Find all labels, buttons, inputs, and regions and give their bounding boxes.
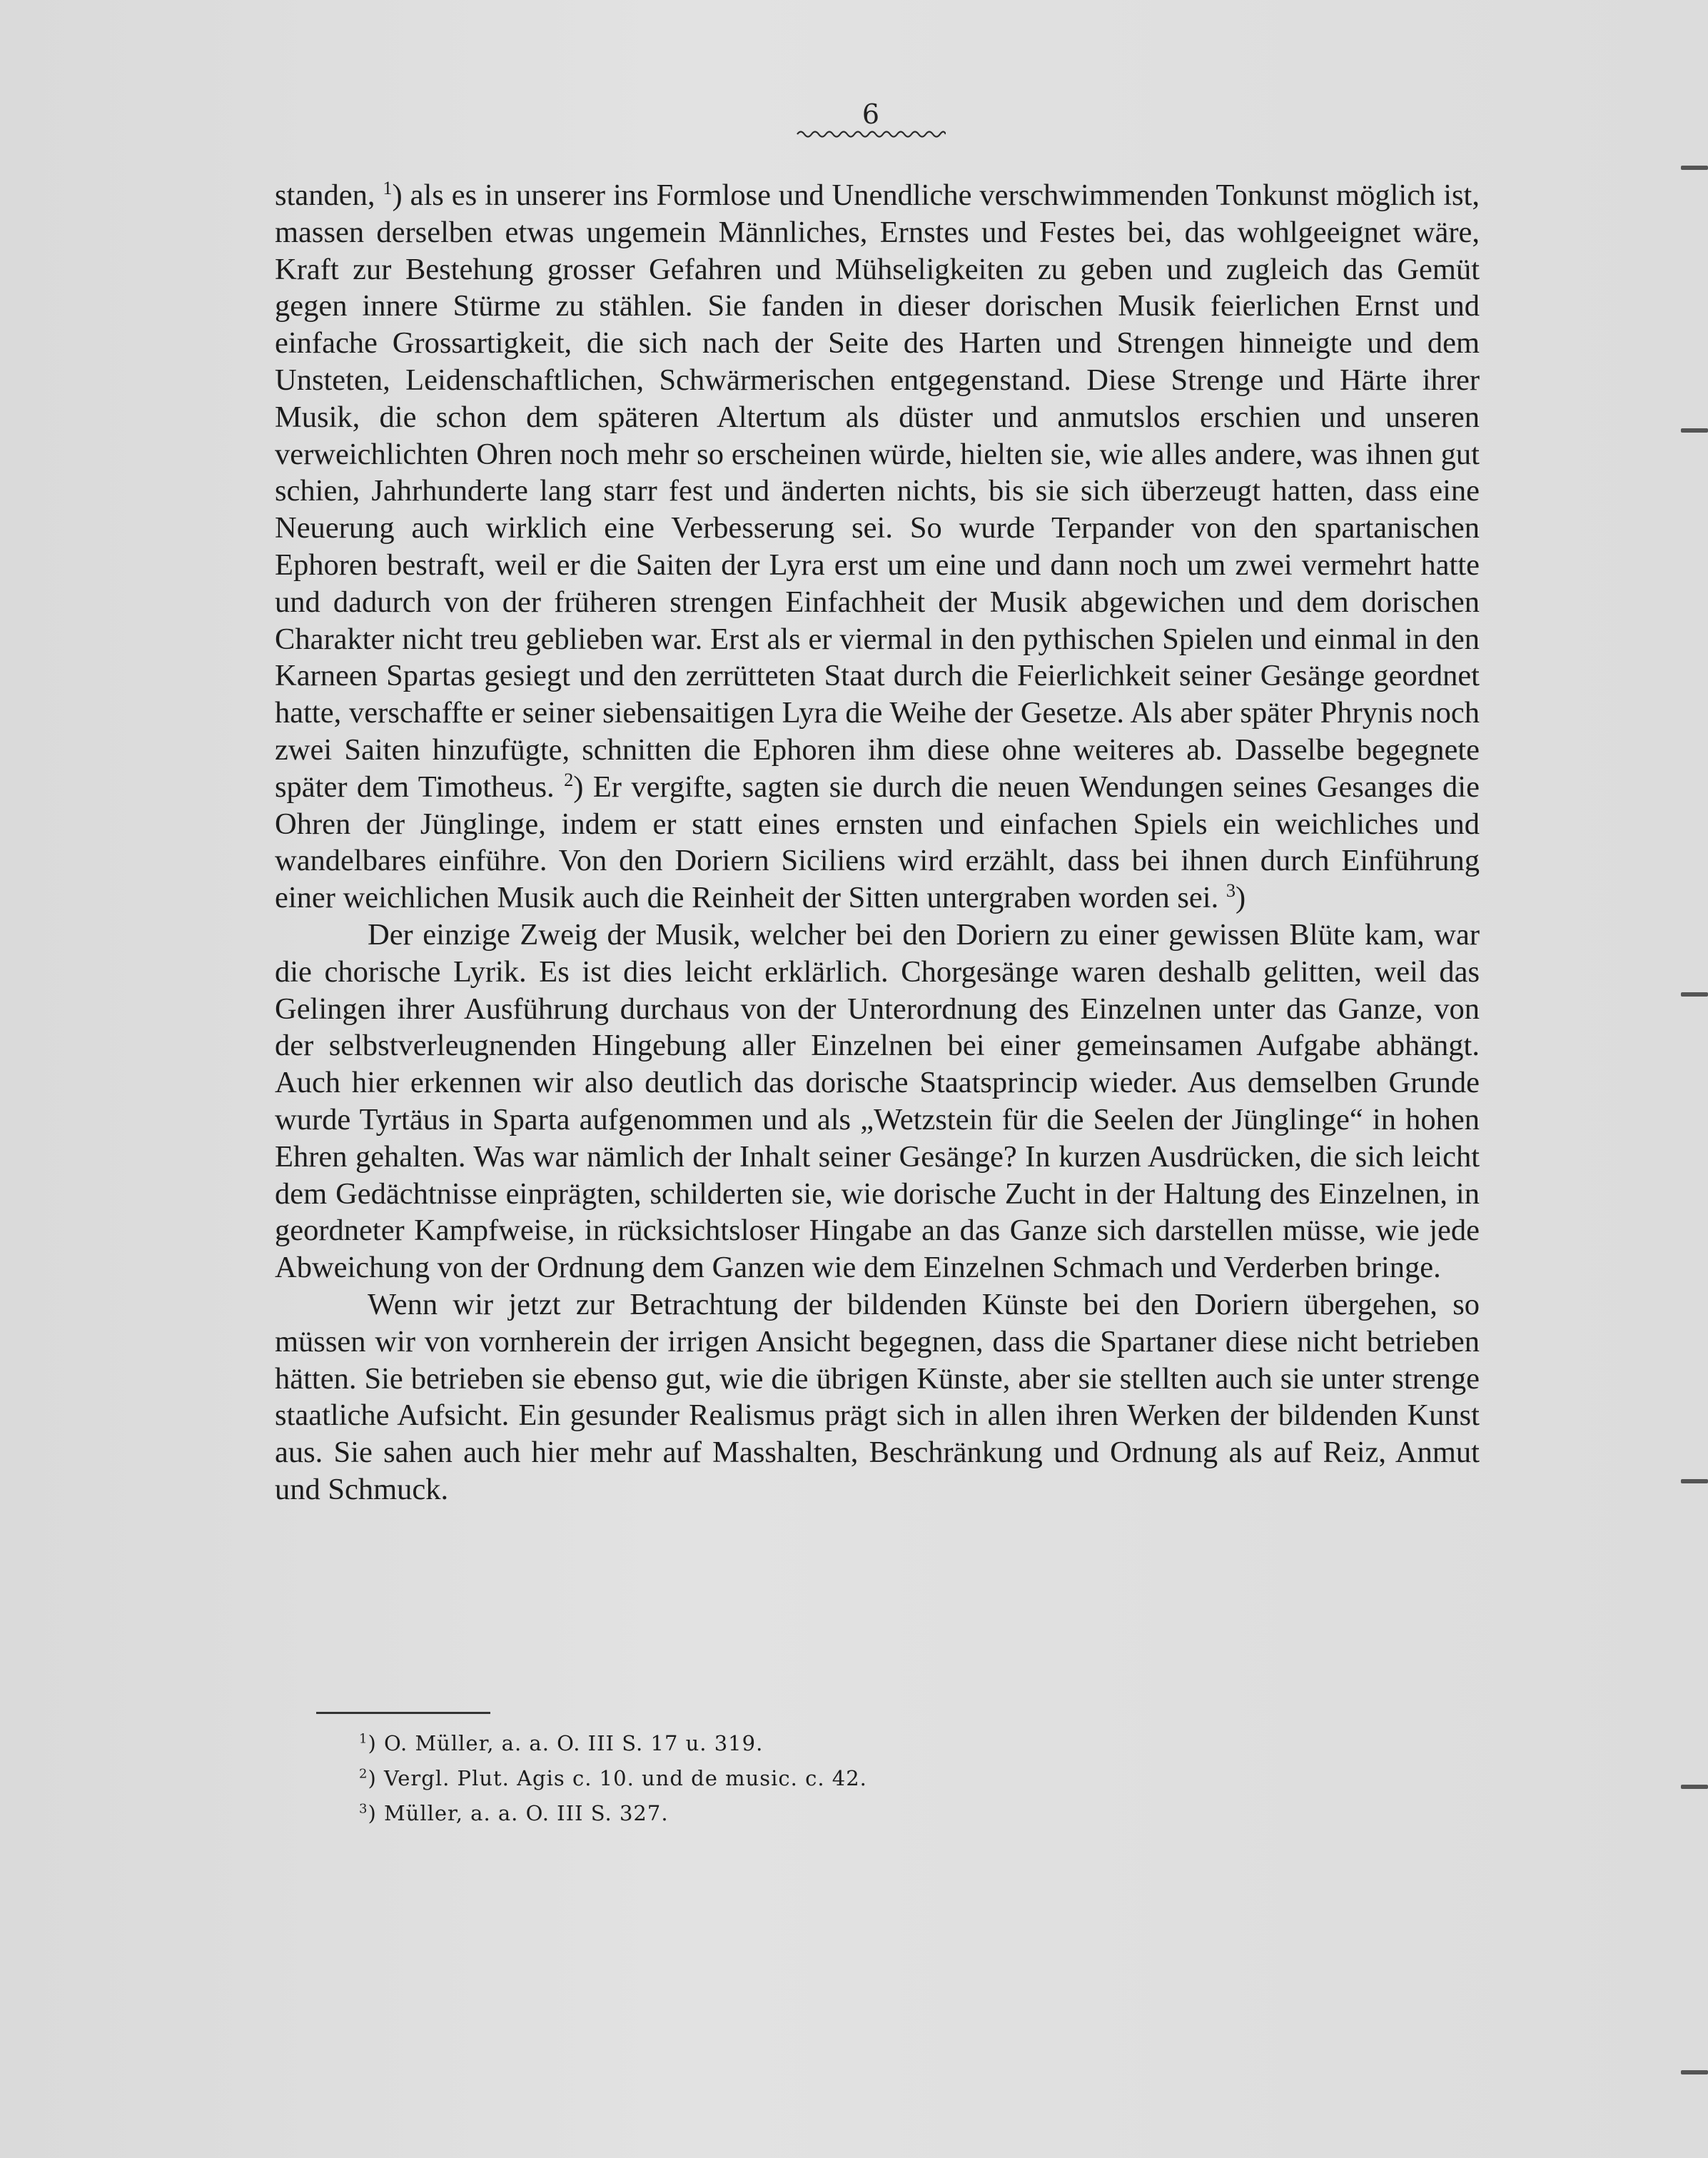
footnote [359, 1761, 1358, 1796]
paragraph [275, 917, 1480, 1286]
footnote-reference: 2 [564, 769, 574, 790]
paragraph [275, 177, 1480, 917]
page-edge-mark [1681, 992, 1708, 997]
footnote-mark: 2 [359, 1766, 368, 1782]
footnote-text: ) Müller, a. a. O. III S. 327. [368, 1801, 669, 1825]
footnote-reference: 1 [383, 177, 393, 198]
page-number: 6 [861, 99, 880, 130]
page-edge-mark [1681, 1785, 1708, 1789]
page-header [785, 100, 956, 140]
body-text [275, 177, 1480, 1508]
text-run: ) Er vergifte, sagten sie durch die neuen Wendungen seines Gesanges die Ohren der Jünglinge, indem er statt eines ernsten und einfachen Spiels ein weichliches und wandelbares einführe. Von den Doriern Siciliens wird erzählt, dass bei ihnen durch Einführung einer weichlichen Musik auch die Reinheit der Sitten untergraben worden sei. [275, 770, 1480, 915]
footnote-reference: 3 [1226, 879, 1236, 901]
footnote [359, 1726, 1358, 1761]
text-run: ) als es in unserer ins Formlose und Unendliche verschwimmenden Tonkunst möglich ist, massen derselben etwas ungemein Männliches, Ernstes und Festes bei, das wohlgeeignet wäre, Kraft zur Bestehung grosser Gefahren und Mühseligkeiten zu geben und zugleich das Gemüt gegen innere Stürme zu stählen. Sie fanden in dieser dorischen Musik feierlichen Ernst und einfache Grossartigkeit, die sich nach der Seite des Harten und Strengen hinneigte und dem Unsteten, Leidenschaftlichen, Schwärmerischen entgegenstand. Diese Strenge und Härte ihrer Musik, die schon dem späteren Altertum als düster und anmutslos erschien und unseren verweichlichten Ohren noch mehr so erscheinen würde, hielten sie, wie alles andere, was ihnen gut schien, Jahrhunderte lang starr fest und änderten nichts, bis sie sich überzeugt hatten, dass eine Neuerung auch wirklich eine Verbesserung sei. So wurde Terpander von den spartanischen Ephoren bestraft, weil er die Saiten der Lyra erst um eine und dann noch um zwei vermehrt hatte und dadurch von der früheren strengen Einfachheit der Musik abgewichen und dem dorischen Charakter nicht treu geblieben war. Erst als er viermal in den pythischen Spielen und einmal in den Karneen Spartas gesiegt und den zerrütteten Staat durch die Feierlichkeit seiner Gesänge geordnet hatte, verschaffte er seiner siebensaitigen Lyra die Weihe der Gesetze. Als aber später Phrynis noch zwei Saiten hinzufügte, schnitten die Ephoren ihm diese ohne weiteres ab. Dasselbe begegnete später dem Timotheus. [275, 178, 1480, 804]
footnote-divider [316, 1712, 490, 1714]
page-edge-mark [1681, 1479, 1708, 1483]
text-run: ) [1235, 881, 1246, 915]
page-edge-mark [1681, 2070, 1708, 2074]
footnote-mark: 1 [359, 1731, 368, 1747]
text-run: Wenn wir jetzt zur Betrachtung der bildenden Künste bei den Doriern übergehen, so müssen wir von vornherein der irrigen Ansicht begegnen, dass die Spartaner diese nicht betrieben hätten. Sie betrieben sie ebenso gut, wie die übrigen Künste, aber sie stellten auch sie unter strenge staatliche Aufsicht. Ein gesunder Realismus prägt sich in allen ihren Werken der bildenden Kunst aus. Sie sahen auch hier mehr auf Masshalten, Beschränkung und Ordnung als auf Reiz, Anmut und Schmuck. [275, 1287, 1480, 1506]
footnote-text: ) O. Müller, a. a. O. III S. 17 u. 319. [368, 1731, 764, 1755]
page-edge-mark [1681, 166, 1708, 170]
footnote-text: ) Vergl. Plut. Agis c. 10. und de music. c. 42. [368, 1766, 867, 1790]
text-run: Der einzige Zweig der Musik, welcher bei den Doriern zu einer gewissen Blüte kam, war die chorische Lyrik. Es ist dies leicht erklärlich. Chorgesänge waren deshalb gelitten, weil das Gelingen ihrer Ausführung durchaus von der Unterordnung des Einzelnen unter das Ganze, von der selbstverleugnenden Hingebung aller Einzelnen bei einer gemeinsamen Aufgabe abhängt. Auch hier erkennen wir also deutlich das dorische Staatsprincip wieder. Aus demselben Grunde wurde Tyrtäus in Sparta aufgenommen und als „Wetzstein für die Seelen der Jünglinge“ in hohen Ehren gehalten. Was war nämlich der Inhalt seiner Gesänge? In kurzen Ausdrücken, die sich leicht dem Gedächtnisse einprägten, schilderten sie, wie dorische Zucht in der Haltung des Einzelnen, in geordneter Kampfweise, in rücksichtsloser Hingabe an das Ganze sich darstellen müsse, wie jede Abweichung von der Ordnung dem Ganzen wie dem Einzelnen Schmach und Verderben bringe. [275, 917, 1480, 1285]
wavy-ornament-icon [796, 128, 946, 140]
page-edge-mark [1681, 428, 1708, 433]
footnotes [359, 1726, 1358, 1831]
paragraph [275, 1286, 1480, 1508]
text-run: standen, [275, 178, 383, 212]
footnote-mark: 3 [359, 1801, 368, 1817]
footnote [359, 1796, 1358, 1831]
